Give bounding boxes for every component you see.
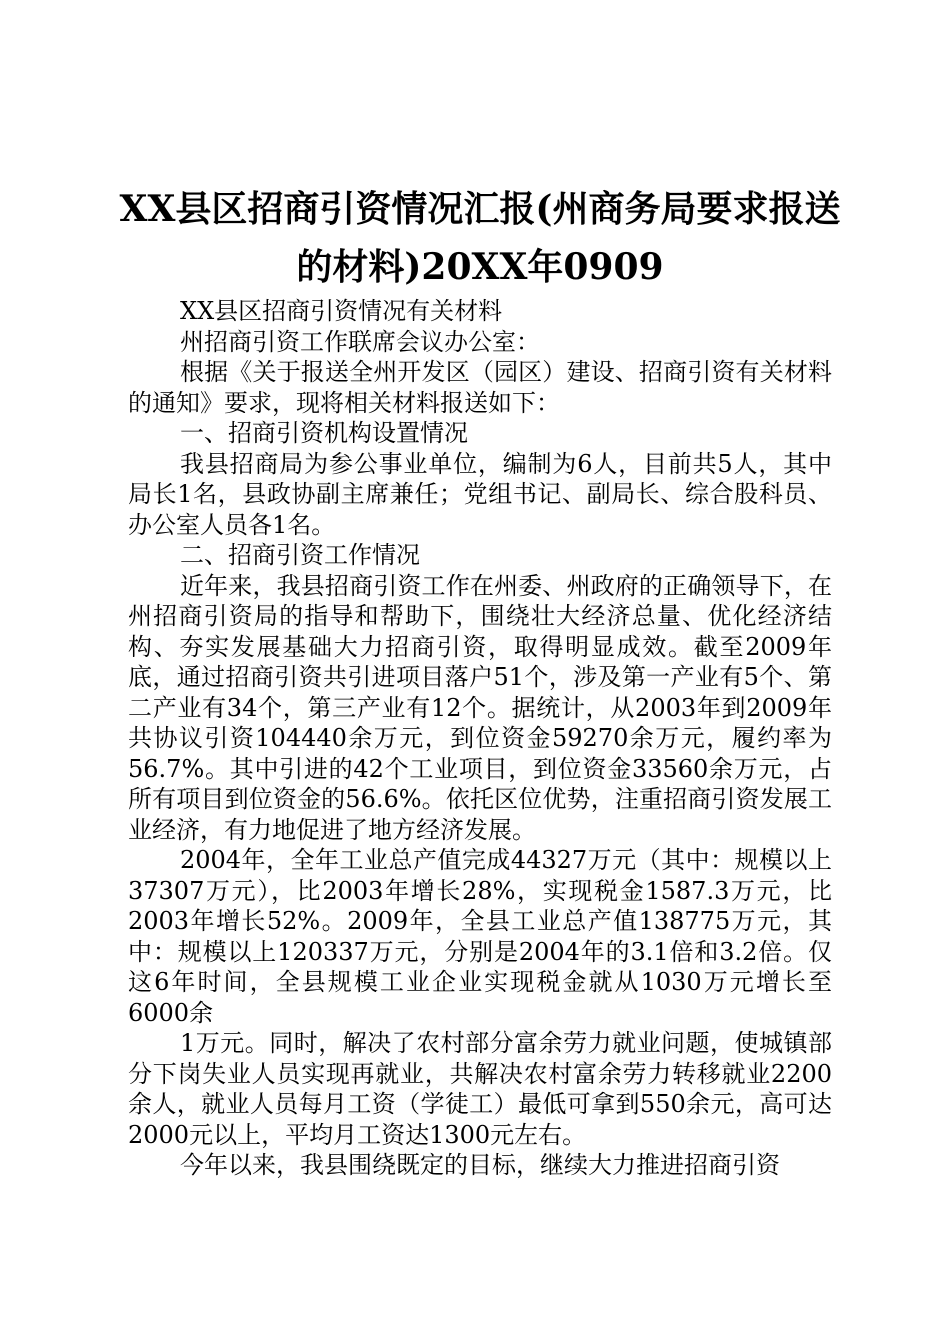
- document-title-line-2: 的材料)20XX年0909: [296, 246, 664, 288]
- paragraph-organization: 我县招商局为参公事业单位，编制为6人，目前共5人，其中局长1名，县政协副主席兼任；党组书记、副局长、综合股科员、办公室人员各1名。: [128, 449, 832, 539]
- document-title-line-1: XX县区招商引资情况汇报(州商务局要求报送: [119, 188, 841, 230]
- paragraph-intro: 根据《关于报送全州开发区（园区）建设、招商引资有关材料的通知》要求，现将相关材料报送如下：: [128, 358, 832, 417]
- paragraph-this-year: 今年以来，我县围绕既定的目标，继续大力推进招商引资: [180, 1151, 780, 1179]
- paragraph-industry-output: 2004年，全年工业总产值完成44327万元（其中：规模以上37307万元），比2003年增长28%，实现税金1587.3万元，比2003年增长52%。2009年，全县工业总产值138775万元，其中：规模以上120337万元，分别是2004年的3.1倍和3.2倍。仅这6年时间，全县规模工业企业实现税金就从1030万元增长至6000余: [128, 846, 832, 1027]
- paragraph-subject: XX县区招商引资情况有关材料: [180, 297, 503, 325]
- document-body: [128, 296, 832, 1181]
- document-title: [110, 180, 850, 296]
- paragraph-employment: 1万元。同时，解决了农村部分富余劳力就业问题，使城镇部分下岗失业人员实现再就业，共解决农村富余劳力转移就业2200余人，就业人员每月工资（学徒工）最低可拿到550余元，高可达2000元以上，平均月工资达1300元左右。: [128, 1029, 832, 1149]
- paragraph-recipient: 州招商引资工作联席会议办公室：: [180, 327, 540, 356]
- paragraph-overview: 近年来，我县招商引资工作在州委、州政府的正确领导下，在州招商引资局的指导和帮助下，围绕壮大经济总量、优化经济结构、夯实发展基础大力招商引资，取得明显成效。截至2009年底，通过招商引资共引进项目落户51个，涉及第一产业有5个、第二产业有34个，第三产业有12个。据统计，从2003年到2009年共协议引资104440余万元，到位资金59270余万元，履约率为56.7%。其中引进的42个工业项目，到位资金33560余万元，占所有项目到位资金的56.6%。依托区位优势，注重招商引资发展工业经济，有力地促进了地方经济发展。: [128, 571, 832, 844]
- section-heading-1: 一、招商引资机构设置情况: [180, 419, 468, 447]
- section-heading-2: 二、招商引资工作情况: [180, 541, 420, 569]
